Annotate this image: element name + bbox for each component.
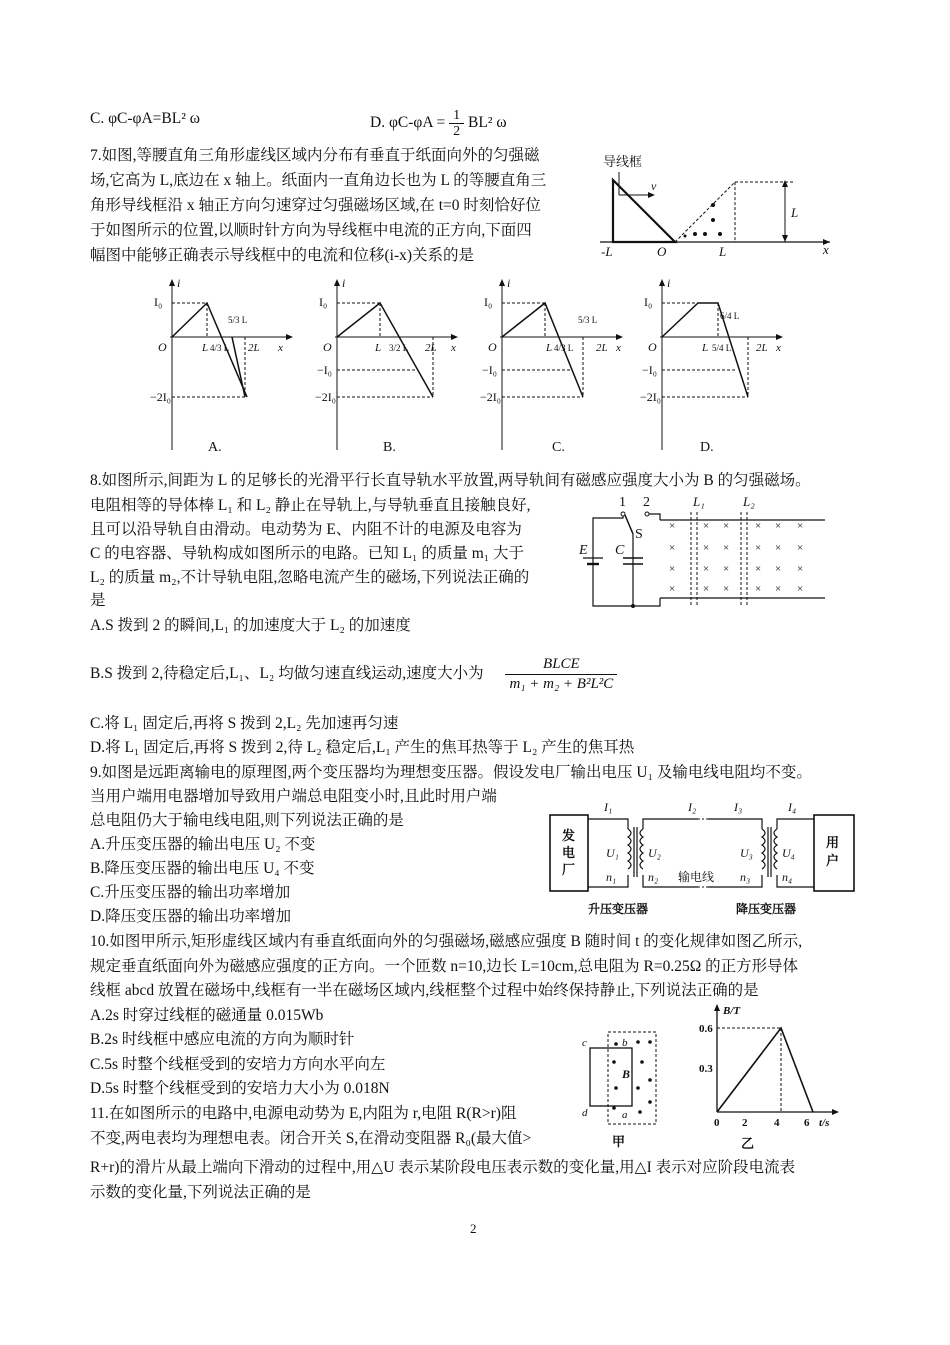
q7-line-2: 场,它高为 L,底边在 x 轴上。纸面内一直角边长也为 L 的等腰直角三	[90, 172, 547, 189]
cross-r3c3: ×	[723, 563, 730, 575]
graph-b-x: x	[451, 342, 456, 354]
graph-a-origin: O	[158, 340, 167, 354]
n1-label: n₁	[606, 870, 617, 884]
graph-c-mid: 4/3 L	[554, 343, 574, 353]
figure-yi-label: 乙	[741, 1136, 755, 1150]
q10-figure-b	[695, 1000, 845, 1150]
cross-r3c1: ×	[669, 563, 676, 575]
graph-a-i: i	[177, 276, 181, 290]
graph-d-mid: 5/4 L	[712, 343, 732, 353]
q8-line-5: L₂ 的质量 m₂,不计导轨电阻,忽略电流产生的磁场,下列说法正确的	[90, 569, 530, 586]
corner-c-label: c	[582, 1037, 587, 1049]
height-L-label: L	[791, 205, 799, 220]
capacitor-label: C	[615, 543, 625, 558]
graph-c-label: C.	[552, 440, 565, 455]
cross-r1c1: ×	[669, 520, 676, 532]
cross-r2c3: ×	[723, 542, 730, 554]
step-up-label: 升压变压器	[588, 902, 649, 916]
cross-r2c1: ×	[669, 542, 676, 554]
U1-label: U₁	[606, 846, 619, 860]
graph-a-mid: 4/3 L	[210, 343, 230, 353]
q9-figure	[548, 795, 858, 920]
chart-xtick-6: 6	[804, 1117, 810, 1129]
q6-option-d-prefix: D. φC-φA =	[370, 114, 446, 132]
n4-label: n₄	[782, 870, 793, 884]
cross-r4c2: ×	[703, 583, 710, 595]
graph-b-i: i	[342, 276, 346, 290]
graph-b-2L: 2L	[425, 342, 437, 354]
graph-d-negI0: −I₀	[642, 363, 657, 377]
graph-c-neg2I0: −2I₀	[480, 390, 501, 404]
q11-line-3: R+r)的滑片从最上端向下滑动的过程中,用△U 表示某阶段电压表示数的变化量,用△I 表示对应阶段电流表	[90, 1159, 796, 1176]
corner-b-label: b	[622, 1037, 628, 1049]
cross-r1c3: ×	[723, 520, 730, 532]
graph-d-origin: O	[648, 340, 657, 354]
q8-line-6: 是	[90, 592, 106, 609]
cross-r4c4: ×	[755, 583, 762, 595]
q8-option-b-num: BLCE	[505, 655, 617, 675]
graph-d-I0: I₀	[644, 295, 653, 309]
cross-r1c6: ×	[797, 520, 804, 532]
chart-xtick-0: 0	[714, 1117, 720, 1129]
q8-option-b-text: B.S 拨到 2,待稳定后,L₁、L₂ 均做匀速直线运动,速度大小为	[90, 665, 484, 683]
q10-option-a: A.2s 时穿过线框的磁通量 0.015Wb	[90, 1007, 324, 1024]
plant-char-2: 电	[562, 845, 576, 860]
q7-graph-b	[315, 275, 465, 460]
q6-option-d-suffix: BL² ω	[468, 114, 507, 132]
q8-option-b	[90, 655, 617, 694]
cross-r2c6: ×	[797, 542, 804, 554]
graph-c-top: 5/3 L	[578, 315, 598, 325]
x-label: x	[823, 242, 829, 257]
switch-S-label: S	[635, 527, 643, 542]
chart-xtick-4: 4	[774, 1117, 780, 1129]
q11-line-1: 11.在如图所示的电路中,电源电动势为 E,内阻为 r,电阻 R(R>r)阻	[90, 1105, 517, 1122]
corner-d-label: d	[582, 1107, 588, 1119]
q9-line-1: 9.如图是远距离输电的原理图,两个变压器均为理想变压器。假设发电厂输出电压 U₁ 及输电线电阻均不变。	[90, 764, 812, 781]
user-char-2: 户	[826, 853, 840, 868]
graph-a-x: x	[278, 342, 283, 354]
chart-y-label: B/T	[723, 1005, 741, 1017]
n2-label: n₂	[648, 870, 659, 884]
graph-b-origin: O	[323, 340, 332, 354]
I3-label: I₃	[734, 800, 743, 814]
graph-a-label: A.	[208, 440, 222, 455]
graph-b-I0: I₀	[319, 295, 328, 309]
graph-b-label: B.	[383, 440, 396, 455]
user-char-1: 用	[826, 835, 840, 850]
q10-line-2: 规定垂直纸面向外为磁感应强度的正方向。一个匝数 n=10,边长 L=10cm,总电阻为 R=0.25Ω 的正方形导体	[90, 958, 799, 975]
graph-d-top: 6/4 L	[720, 311, 740, 321]
cross-r3c5: ×	[775, 563, 782, 575]
q6-option-c: C. φC-φA=BL² ω	[90, 110, 200, 127]
q11-line-4: 示数的变化量,下列说法正确的是	[90, 1184, 311, 1201]
q9-option-b: B.降压变压器的输出电压 U₄ 不变	[90, 860, 315, 877]
graph-a-I0: I₀	[154, 295, 163, 309]
q7-graph-c	[480, 275, 630, 460]
field-B-label: B	[622, 1067, 631, 1081]
transmission-line-label: 输电线	[678, 870, 715, 884]
q8-figure	[575, 490, 835, 615]
U3-label: U₃	[740, 846, 753, 860]
q8-option-c: C.将 L₁ 固定后,再将 S 拨到 2,L₂ 先加速再匀速	[90, 715, 399, 732]
q6-option-d-den: 2	[453, 124, 461, 139]
q10-line-1: 10.如图甲所示,矩形虚线区域内有垂直纸面向外的匀强磁场,磁感应强度 B 随时间 t 的变化规律如图乙所示,	[90, 933, 803, 950]
cross-r1c4: ×	[755, 520, 762, 532]
graph-a-top: 5/3 L	[228, 315, 248, 325]
q8-option-d: D.将 L₁ 固定后,再将 S 拨到 2,待 L₂ 稳定后,L₁ 产生的焦耳热等于 L₂ 产生的焦耳热	[90, 739, 635, 756]
q8-line-3: 且可以沿导轨自由滑动。电动势为 E、内阻不计的电源及电容为	[90, 521, 522, 538]
page-number: 2	[470, 1221, 477, 1236]
n3-label: n₃	[740, 870, 751, 884]
cross-r1c5: ×	[775, 520, 782, 532]
cross-r1c2: ×	[703, 520, 710, 532]
q10-figure-a	[578, 1028, 668, 1153]
q8-line-4: C 的电容器、导轨构成如图所示的电路。已知 L₁ 的质量 m₁ 大于	[90, 545, 525, 562]
corner-a-label: a	[622, 1109, 628, 1121]
step-down-label: 降压变压器	[736, 902, 797, 916]
graph-b-negI0: −I₀	[317, 363, 332, 377]
graph-a-2L: 2L	[248, 342, 260, 354]
graph-d-x: x	[776, 342, 781, 354]
q10-option-b: B.2s 时线框中感应电流的方向为顺时针	[90, 1031, 355, 1048]
figure-jia-label: 甲	[612, 1134, 626, 1149]
neg-L-label: -L	[601, 244, 613, 259]
q9-line-2: 当用户端用电器增加导致用户端总电阻变小时,且此时用户端	[90, 788, 497, 805]
switch-pos-2: 2	[643, 495, 650, 510]
plant-char-1: 发	[562, 828, 576, 843]
q6-option-d-num: 1	[449, 108, 464, 124]
frame-label: 导线框	[603, 154, 643, 169]
rod-L2-label: L₂	[743, 494, 755, 509]
graph-c-2L: 2L	[596, 342, 608, 354]
q7-graph-d	[640, 275, 790, 460]
graph-c-I0: I₀	[484, 295, 493, 309]
graph-c-origin: O	[488, 340, 497, 354]
q9-line-3: 总电阻仍大于输电线电阻,则下列说法正确的是	[90, 812, 404, 829]
graph-c-x: x	[616, 342, 621, 354]
cross-r2c4: ×	[755, 542, 762, 554]
cross-r2c5: ×	[775, 542, 782, 554]
cross-r4c1: ×	[669, 583, 676, 595]
rod-L1-label: L₁	[693, 494, 705, 509]
graph-a-L: L	[202, 342, 209, 354]
graph-b-L: L	[375, 342, 382, 354]
origin-label: O	[657, 244, 667, 259]
graph-c-negI0: −I₀	[482, 363, 497, 377]
q10-option-d: D.5s 时整个线框受到的安培力大小为 0.018N	[90, 1080, 390, 1097]
graph-d-label: D.	[700, 440, 714, 455]
chart-ytick-0.3: 0.3	[699, 1063, 713, 1075]
plant-char-3: 厂	[562, 862, 576, 877]
q8-option-b-den: m₁ + m₂ + B²L²C	[509, 676, 614, 692]
L-label: L	[719, 244, 727, 259]
q7-line-1: 7.如图,等腰直角三角形虚线区域内分布有垂直于纸面向外的匀强磁	[90, 147, 540, 164]
I2-label: I₂	[688, 800, 697, 814]
cross-r4c5: ×	[775, 583, 782, 595]
chart-ytick-0.6: 0.6	[699, 1023, 713, 1035]
graph-b-neg2I0: −2I₀	[315, 390, 336, 404]
graph-b-mid: 3/2 L	[389, 343, 409, 353]
graph-d-neg2I0: −2I₀	[640, 390, 661, 404]
emf-label: E	[579, 543, 588, 558]
graph-a-neg2I0: −2I₀	[150, 390, 171, 404]
U2-label: U₂	[648, 846, 661, 860]
q6-option-d	[370, 108, 507, 139]
graph-d-i: i	[667, 276, 671, 290]
graph-c-i: i	[507, 276, 511, 290]
q11-line-2: 不变,两电表均为理想电表。闭合开关 S,在滑动变阻器 R₀(最大值>	[90, 1130, 532, 1147]
v-label: v	[651, 179, 657, 193]
q9-option-d: D.降压变压器的输出功率增加	[90, 908, 292, 925]
q9-option-c: C.升压变压器的输出功率增加	[90, 884, 291, 901]
q7-line-4: 于如图所示的位置,以顺时针方向为导线框中电流的正方向,下面四	[90, 222, 532, 239]
q7-graph-a	[150, 275, 300, 460]
cross-r4c6: ×	[797, 583, 804, 595]
chart-x-label: t/s	[819, 1117, 830, 1129]
graph-d-2L: 2L	[756, 342, 768, 354]
cross-r3c2: ×	[703, 563, 710, 575]
cross-r3c4: ×	[755, 563, 762, 575]
q8-option-a: A.S 拨到 2 的瞬间,L₁ 的加速度大于 L₂ 的加速度	[90, 617, 411, 634]
cross-r3c6: ×	[797, 563, 804, 575]
cross-r4c3: ×	[723, 583, 730, 595]
q8-line-1: 8.如图所示,间距为 L 的足够长的光滑平行长直导轨水平放置,两导轨间有磁感应强度大小为 B 的匀强磁场。	[90, 472, 811, 489]
q10-option-c: C.5s 时整个线框受到的安培力方向水平向左	[90, 1056, 386, 1073]
chart-xtick-2: 2	[742, 1117, 748, 1129]
I1-label: I₁	[604, 800, 613, 814]
U4-label: U₄	[782, 846, 795, 860]
q7-line-5: 幅图中能够正确表示导线框中的电流和位移(i-x)关系的是	[90, 247, 475, 264]
q7-figure	[595, 150, 840, 260]
q7-line-3: 角形导线框沿 x 轴正方向匀速穿过匀强磁场区域,在 t=0 时刻恰好位	[90, 197, 541, 214]
q10-line-3: 线框 abcd 放置在磁场中,线框有一半在磁场区域内,线框整个过程中始终保持静止,下列说法正确的是	[90, 982, 759, 999]
cross-r2c2: ×	[703, 542, 710, 554]
q8-line-2: 电阻相等的导体棒 L₁ 和 L₂ 静止在导轨上,与导轨垂直且接触良好,	[90, 497, 531, 514]
chart-series-line	[717, 1028, 813, 1112]
graph-d-L: L	[702, 342, 709, 354]
switch-pos-1: 1	[619, 495, 626, 510]
graph-c-L: L	[546, 342, 553, 354]
q9-option-a: A.升压变压器的输出电压 U₂ 不变	[90, 836, 316, 853]
I4-label: I₄	[788, 800, 797, 814]
